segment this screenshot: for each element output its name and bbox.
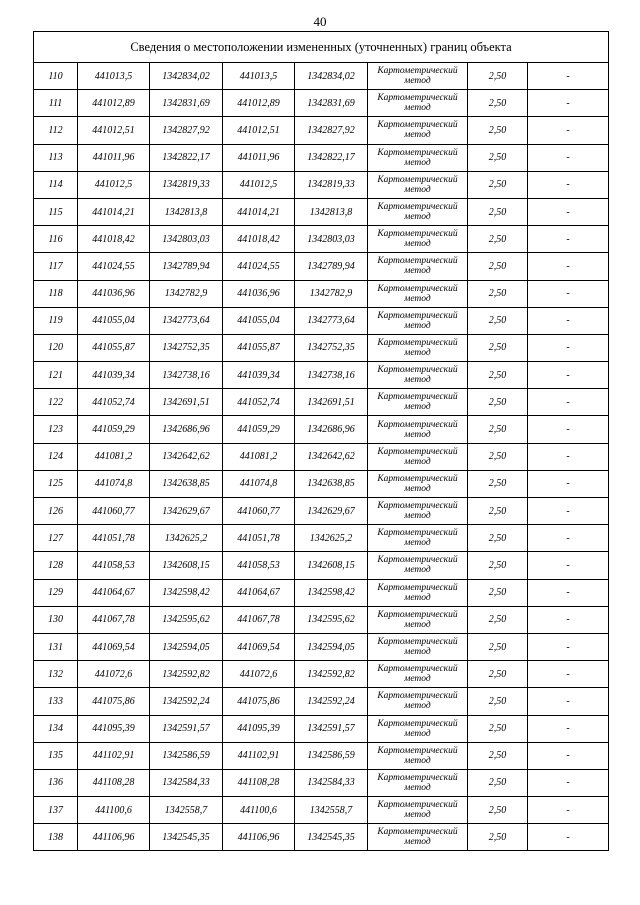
point-number-cell: 121: [34, 362, 78, 389]
table-body: [34, 63, 609, 851]
refined-x-cell: 441064,67: [223, 579, 295, 606]
accuracy-cell: 2,50: [468, 389, 528, 416]
note-cell: -: [528, 797, 609, 824]
refined-y-cell: 1342773,64: [295, 307, 368, 334]
method-cell: Картометрический метод: [368, 552, 468, 579]
refined-x-cell: 441013,5: [223, 63, 295, 90]
existing-x-cell: 441064,67: [78, 579, 150, 606]
existing-x-cell: 441024,55: [78, 253, 150, 280]
refined-y-cell: 1342834,02: [295, 63, 368, 90]
note-cell: -: [528, 769, 609, 796]
existing-x-cell: 441051,78: [78, 525, 150, 552]
note-cell: -: [528, 552, 609, 579]
accuracy-cell: 2,50: [468, 416, 528, 443]
existing-x-cell: 441011,96: [78, 144, 150, 171]
refined-y-cell: 1342591,57: [295, 715, 368, 742]
existing-y-cell: 1342819,33: [150, 171, 223, 198]
accuracy-cell: 2,50: [468, 579, 528, 606]
note-cell: -: [528, 389, 609, 416]
refined-y-cell: 1342625,2: [295, 525, 368, 552]
existing-x-cell: 441052,74: [78, 389, 150, 416]
point-number-cell: 130: [34, 606, 78, 633]
point-number-cell: 120: [34, 334, 78, 361]
table-row: [34, 715, 609, 742]
refined-x-cell: 441055,04: [223, 307, 295, 334]
refined-y-cell: 1342738,16: [295, 362, 368, 389]
accuracy-cell: 2,50: [468, 63, 528, 90]
refined-x-cell: 441058,53: [223, 552, 295, 579]
refined-x-cell: 441069,54: [223, 633, 295, 660]
table-row: [34, 552, 609, 579]
table-row: [34, 63, 609, 90]
note-cell: -: [528, 171, 609, 198]
point-number-cell: 126: [34, 498, 78, 525]
table-row: [34, 226, 609, 253]
point-number-cell: 127: [34, 525, 78, 552]
method-cell: Картометрический метод: [368, 362, 468, 389]
accuracy-cell: 2,50: [468, 661, 528, 688]
refined-x-cell: 441012,89: [223, 90, 295, 117]
existing-x-cell: 441036,96: [78, 280, 150, 307]
accuracy-cell: 2,50: [468, 470, 528, 497]
refined-x-cell: 441014,21: [223, 198, 295, 225]
point-number-cell: 116: [34, 226, 78, 253]
method-cell: Картометрический метод: [368, 742, 468, 769]
method-cell: Картометрический метод: [368, 443, 468, 470]
existing-x-cell: 441072,6: [78, 661, 150, 688]
point-number-cell: 124: [34, 443, 78, 470]
existing-x-cell: 441095,39: [78, 715, 150, 742]
method-cell: Картометрический метод: [368, 715, 468, 742]
accuracy-cell: 2,50: [468, 226, 528, 253]
existing-y-cell: 1342752,35: [150, 334, 223, 361]
method-cell: Картометрический метод: [368, 824, 468, 851]
method-cell: Картометрический метод: [368, 470, 468, 497]
refined-y-cell: 1342831,69: [295, 90, 368, 117]
existing-y-cell: 1342558,7: [150, 797, 223, 824]
table-row: [34, 253, 609, 280]
accuracy-cell: 2,50: [468, 715, 528, 742]
table-row: [34, 688, 609, 715]
existing-y-cell: 1342827,92: [150, 117, 223, 144]
refined-y-cell: 1342545,35: [295, 824, 368, 851]
accuracy-cell: 2,50: [468, 797, 528, 824]
refined-x-cell: 441060,77: [223, 498, 295, 525]
note-cell: -: [528, 63, 609, 90]
refined-y-cell: 1342782,9: [295, 280, 368, 307]
note-cell: -: [528, 362, 609, 389]
accuracy-cell: 2,50: [468, 280, 528, 307]
point-number-cell: 131: [34, 633, 78, 660]
existing-y-cell: 1342625,2: [150, 525, 223, 552]
existing-x-cell: 441067,78: [78, 606, 150, 633]
refined-y-cell: 1342594,05: [295, 633, 368, 660]
point-number-cell: 119: [34, 307, 78, 334]
point-number-cell: 111: [34, 90, 78, 117]
table-row: [34, 498, 609, 525]
method-cell: Картометрический метод: [368, 633, 468, 660]
note-cell: -: [528, 606, 609, 633]
method-cell: Картометрический метод: [368, 606, 468, 633]
method-cell: Картометрический метод: [368, 198, 468, 225]
method-cell: Картометрический метод: [368, 688, 468, 715]
existing-x-cell: 441055,87: [78, 334, 150, 361]
accuracy-cell: 2,50: [468, 552, 528, 579]
existing-y-cell: 1342813,8: [150, 198, 223, 225]
table-row: [34, 742, 609, 769]
note-cell: -: [528, 253, 609, 280]
point-number-cell: 137: [34, 797, 78, 824]
accuracy-cell: 2,50: [468, 334, 528, 361]
table-row: [34, 307, 609, 334]
table-row: [34, 769, 609, 796]
note-cell: -: [528, 416, 609, 443]
existing-y-cell: 1342834,02: [150, 63, 223, 90]
method-cell: Картометрический метод: [368, 63, 468, 90]
method-cell: Картометрический метод: [368, 90, 468, 117]
method-cell: Картометрический метод: [368, 498, 468, 525]
point-number-cell: 133: [34, 688, 78, 715]
existing-y-cell: 1342642,62: [150, 443, 223, 470]
existing-x-cell: 441039,34: [78, 362, 150, 389]
point-number-cell: 132: [34, 661, 78, 688]
table-row: [34, 389, 609, 416]
note-cell: -: [528, 90, 609, 117]
existing-x-cell: 441108,28: [78, 769, 150, 796]
note-cell: -: [528, 443, 609, 470]
accuracy-cell: 2,50: [468, 688, 528, 715]
refined-x-cell: 441036,96: [223, 280, 295, 307]
refined-x-cell: 441108,28: [223, 769, 295, 796]
accuracy-cell: 2,50: [468, 606, 528, 633]
existing-x-cell: 441013,5: [78, 63, 150, 90]
table-row: [34, 606, 609, 633]
point-number-cell: 115: [34, 198, 78, 225]
method-cell: Картометрический метод: [368, 334, 468, 361]
refined-x-cell: 441012,51: [223, 117, 295, 144]
method-cell: Картометрический метод: [368, 117, 468, 144]
refined-x-cell: 441106,96: [223, 824, 295, 851]
note-cell: -: [528, 525, 609, 552]
existing-x-cell: 441012,51: [78, 117, 150, 144]
table-row: [34, 470, 609, 497]
existing-y-cell: 1342629,67: [150, 498, 223, 525]
existing-y-cell: 1342545,35: [150, 824, 223, 851]
refined-y-cell: 1342598,42: [295, 579, 368, 606]
refined-y-cell: 1342629,67: [295, 498, 368, 525]
refined-x-cell: 441074,8: [223, 470, 295, 497]
point-number-cell: 128: [34, 552, 78, 579]
table-title: Сведения о местоположении измененных (уточненных) границ объекта: [34, 32, 609, 63]
table-row: [34, 443, 609, 470]
existing-x-cell: 441018,42: [78, 226, 150, 253]
existing-y-cell: 1342591,57: [150, 715, 223, 742]
existing-y-cell: 1342686,96: [150, 416, 223, 443]
existing-y-cell: 1342584,33: [150, 769, 223, 796]
note-cell: -: [528, 633, 609, 660]
refined-y-cell: 1342586,59: [295, 742, 368, 769]
method-cell: Картометрический метод: [368, 416, 468, 443]
refined-y-cell: 1342608,15: [295, 552, 368, 579]
accuracy-cell: 2,50: [468, 307, 528, 334]
method-cell: Картометрический метод: [368, 280, 468, 307]
refined-y-cell: 1342691,51: [295, 389, 368, 416]
point-number-cell: 112: [34, 117, 78, 144]
refined-x-cell: 441072,6: [223, 661, 295, 688]
table-row: [34, 633, 609, 660]
existing-y-cell: 1342586,59: [150, 742, 223, 769]
table-row: [34, 90, 609, 117]
table-row: [34, 416, 609, 443]
existing-x-cell: 441081,2: [78, 443, 150, 470]
note-cell: -: [528, 334, 609, 361]
refined-y-cell: 1342638,85: [295, 470, 368, 497]
refined-y-cell: 1342803,03: [295, 226, 368, 253]
refined-y-cell: 1342595,62: [295, 606, 368, 633]
accuracy-cell: 2,50: [468, 198, 528, 225]
point-number-cell: 114: [34, 171, 78, 198]
note-cell: -: [528, 579, 609, 606]
method-cell: Картометрический метод: [368, 579, 468, 606]
note-cell: -: [528, 742, 609, 769]
accuracy-cell: 2,50: [468, 362, 528, 389]
table-row: [34, 579, 609, 606]
existing-y-cell: 1342831,69: [150, 90, 223, 117]
point-number-cell: 123: [34, 416, 78, 443]
point-number-cell: 135: [34, 742, 78, 769]
point-number-cell: 129: [34, 579, 78, 606]
table-row: [34, 144, 609, 171]
existing-x-cell: 441060,77: [78, 498, 150, 525]
accuracy-cell: 2,50: [468, 443, 528, 470]
refined-x-cell: 441059,29: [223, 416, 295, 443]
refined-x-cell: 441067,78: [223, 606, 295, 633]
note-cell: -: [528, 688, 609, 715]
existing-y-cell: 1342594,05: [150, 633, 223, 660]
point-number-cell: 118: [34, 280, 78, 307]
point-number-cell: 113: [34, 144, 78, 171]
accuracy-cell: 2,50: [468, 633, 528, 660]
method-cell: Картометрический метод: [368, 389, 468, 416]
point-number-cell: 125: [34, 470, 78, 497]
table-row: [34, 797, 609, 824]
accuracy-cell: 2,50: [468, 171, 528, 198]
note-cell: -: [528, 226, 609, 253]
note-cell: -: [528, 198, 609, 225]
accuracy-cell: 2,50: [468, 117, 528, 144]
refined-x-cell: 441024,55: [223, 253, 295, 280]
method-cell: Картометрический метод: [368, 226, 468, 253]
existing-y-cell: 1342789,94: [150, 253, 223, 280]
method-cell: Картометрический метод: [368, 525, 468, 552]
accuracy-cell: 2,50: [468, 90, 528, 117]
note-cell: -: [528, 498, 609, 525]
existing-y-cell: 1342592,82: [150, 661, 223, 688]
table-row: [34, 334, 609, 361]
table-row: [34, 525, 609, 552]
refined-x-cell: 441075,86: [223, 688, 295, 715]
existing-x-cell: 441012,89: [78, 90, 150, 117]
refined-x-cell: 441052,74: [223, 389, 295, 416]
accuracy-cell: 2,50: [468, 769, 528, 796]
existing-y-cell: 1342822,17: [150, 144, 223, 171]
refined-x-cell: 441011,96: [223, 144, 295, 171]
existing-y-cell: 1342595,62: [150, 606, 223, 633]
table-row: [34, 280, 609, 307]
point-number-cell: 138: [34, 824, 78, 851]
accuracy-cell: 2,50: [468, 144, 528, 171]
refined-x-cell: 441055,87: [223, 334, 295, 361]
table-row: [34, 198, 609, 225]
accuracy-cell: 2,50: [468, 824, 528, 851]
note-cell: -: [528, 824, 609, 851]
refined-x-cell: 441051,78: [223, 525, 295, 552]
boundary-coordinates-table: [33, 31, 609, 851]
refined-y-cell: 1342592,24: [295, 688, 368, 715]
note-cell: -: [528, 144, 609, 171]
existing-x-cell: 441075,86: [78, 688, 150, 715]
refined-x-cell: 441012,5: [223, 171, 295, 198]
method-cell: Картометрический метод: [368, 144, 468, 171]
refined-y-cell: 1342686,96: [295, 416, 368, 443]
table-row: [34, 824, 609, 851]
page-number: 40: [313, 14, 327, 29]
note-cell: -: [528, 117, 609, 144]
method-cell: Картометрический метод: [368, 171, 468, 198]
method-cell: Картометрический метод: [368, 307, 468, 334]
refined-y-cell: 1342752,35: [295, 334, 368, 361]
existing-y-cell: 1342782,9: [150, 280, 223, 307]
refined-y-cell: 1342819,33: [295, 171, 368, 198]
existing-x-cell: 441069,54: [78, 633, 150, 660]
note-cell: -: [528, 715, 609, 742]
existing-y-cell: 1342738,16: [150, 362, 223, 389]
point-number-cell: 110: [34, 63, 78, 90]
method-cell: Картометрический метод: [368, 661, 468, 688]
point-number-cell: 122: [34, 389, 78, 416]
existing-x-cell: 441102,91: [78, 742, 150, 769]
existing-y-cell: 1342803,03: [150, 226, 223, 253]
refined-x-cell: 441018,42: [223, 226, 295, 253]
method-cell: Картометрический метод: [368, 253, 468, 280]
refined-y-cell: 1342584,33: [295, 769, 368, 796]
refined-x-cell: 441081,2: [223, 443, 295, 470]
existing-y-cell: 1342598,42: [150, 579, 223, 606]
note-cell: -: [528, 280, 609, 307]
existing-x-cell: 441059,29: [78, 416, 150, 443]
table-row: [34, 117, 609, 144]
existing-x-cell: 441058,53: [78, 552, 150, 579]
existing-y-cell: 1342592,24: [150, 688, 223, 715]
accuracy-cell: 2,50: [468, 742, 528, 769]
existing-x-cell: 441074,8: [78, 470, 150, 497]
refined-y-cell: 1342822,17: [295, 144, 368, 171]
existing-x-cell: 441014,21: [78, 198, 150, 225]
existing-x-cell: 441012,5: [78, 171, 150, 198]
refined-y-cell: 1342642,62: [295, 443, 368, 470]
refined-y-cell: 1342813,8: [295, 198, 368, 225]
existing-y-cell: 1342691,51: [150, 389, 223, 416]
table-row: [34, 171, 609, 198]
existing-x-cell: 441100,6: [78, 797, 150, 824]
accuracy-cell: 2,50: [468, 498, 528, 525]
refined-y-cell: 1342592,82: [295, 661, 368, 688]
point-number-cell: 136: [34, 769, 78, 796]
existing-x-cell: 441055,04: [78, 307, 150, 334]
existing-y-cell: 1342608,15: [150, 552, 223, 579]
note-cell: -: [528, 661, 609, 688]
point-number-cell: 134: [34, 715, 78, 742]
method-cell: Картометрический метод: [368, 797, 468, 824]
note-cell: -: [528, 470, 609, 497]
accuracy-cell: 2,50: [468, 525, 528, 552]
refined-y-cell: 1342827,92: [295, 117, 368, 144]
existing-y-cell: 1342773,64: [150, 307, 223, 334]
accuracy-cell: 2,50: [468, 253, 528, 280]
point-number-cell: 117: [34, 253, 78, 280]
table-row: [34, 661, 609, 688]
table-row: [34, 362, 609, 389]
refined-x-cell: 441100,6: [223, 797, 295, 824]
existing-y-cell: 1342638,85: [150, 470, 223, 497]
refined-x-cell: 441102,91: [223, 742, 295, 769]
refined-x-cell: 441039,34: [223, 362, 295, 389]
existing-x-cell: 441106,96: [78, 824, 150, 851]
refined-y-cell: 1342789,94: [295, 253, 368, 280]
refined-x-cell: 441095,39: [223, 715, 295, 742]
note-cell: -: [528, 307, 609, 334]
method-cell: Картометрический метод: [368, 769, 468, 796]
refined-y-cell: 1342558,7: [295, 797, 368, 824]
